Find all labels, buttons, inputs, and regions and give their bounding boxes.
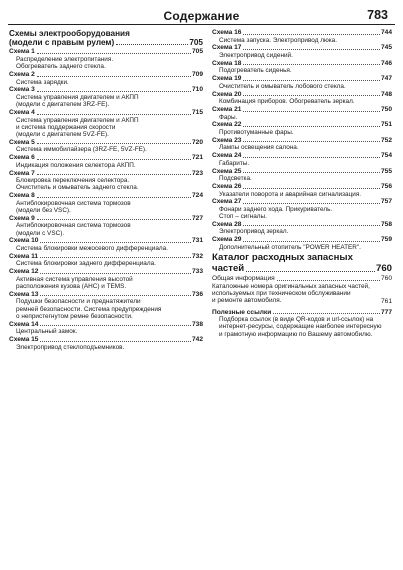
catalog-page: 760	[375, 262, 392, 274]
entry-desc: Система блокировки межосевого дифференциала.	[16, 244, 168, 252]
entry-label: Схема 19	[212, 75, 242, 83]
toc-entry[interactable]	[9, 321, 203, 336]
entry-page: 746	[380, 59, 392, 67]
page-number: 783	[367, 8, 388, 22]
toc-entry[interactable]	[212, 168, 392, 183]
entry-desc: Габариты.	[219, 159, 250, 167]
toc-entry[interactable]	[9, 215, 203, 237]
entry-page: 752	[380, 136, 392, 144]
entry-desc: Подогреватель сиденья.	[219, 67, 292, 75]
toc-entry-links[interactable]	[212, 309, 392, 338]
entry-desc: Распределение электропитания. Обогреватель заднего стекла.	[16, 56, 114, 71]
entry-desc: Система запуска. Электропривод люка.	[219, 36, 337, 44]
toc-entry[interactable]	[9, 237, 203, 252]
toc-entry[interactable]	[9, 86, 203, 108]
entry-label: Схема 6	[9, 154, 35, 162]
entry-page: 758	[380, 220, 392, 228]
entry-label: Схема 24	[212, 152, 242, 160]
toc-entry[interactable]	[212, 75, 392, 90]
entry-label: Схема 27	[212, 198, 242, 206]
entry-page: 757	[380, 198, 392, 206]
toc-entry[interactable]	[9, 71, 203, 86]
entry-label: Схема 17	[212, 44, 242, 52]
toc-entry[interactable]	[212, 29, 392, 44]
toc-entry[interactable]	[9, 268, 203, 290]
entry-page: 756	[380, 182, 392, 190]
header-divider	[8, 24, 395, 25]
entry-desc: Электропривод сидений.	[219, 51, 293, 59]
toc-left-column	[9, 29, 203, 351]
entry-desc: Подушки безопасности и преднатяжители ремней безопасности. Система предупреждения о непристегнутом ремне безопасности.	[16, 298, 162, 320]
toc-entry[interactable]	[9, 291, 203, 320]
toc-entry[interactable]	[9, 48, 203, 70]
entry-desc: Индикация положения селектора АКПП.	[16, 161, 136, 169]
section-title-text: (модели с правым рулем)	[9, 38, 115, 48]
entry-label: Схема 15	[9, 335, 39, 343]
entry-page: 731	[191, 237, 203, 245]
entry-desc: Система управления двигателем и АКПП и система поддержания скорости (модели с двигателем 5VZ-FE).	[16, 116, 139, 138]
toc-entry[interactable]	[9, 192, 203, 214]
entry-page: 755	[380, 167, 392, 175]
entry-label: Схема 11	[9, 252, 39, 260]
entry-page: 705	[191, 48, 203, 56]
entry-label: Общая информация	[212, 275, 275, 283]
section-title-catalog	[212, 253, 392, 274]
entry-label: Схема 18	[212, 59, 242, 67]
entry-page: 709	[191, 71, 203, 78]
entry-page: 759	[380, 236, 392, 244]
entry-desc: Очиститель и омыватель лобового стекла.	[219, 82, 346, 90]
entry-page: 727	[191, 214, 203, 222]
entry-label: Схема 10	[9, 237, 39, 245]
entry-page: 733	[191, 268, 203, 276]
entry-label: Схема 1	[9, 48, 35, 56]
entry-desc: Указатели поворота и аварийная сигнализация.	[219, 190, 362, 198]
toc-entry[interactable]	[212, 183, 392, 198]
toc-entry[interactable]	[212, 198, 392, 220]
entry-page: 777	[380, 308, 392, 316]
page-title: Содержание	[163, 9, 240, 23]
entry-page: 744	[380, 29, 392, 36]
toc-entry[interactable]	[212, 106, 392, 121]
entry-desc: Противотуманные фары.	[219, 128, 294, 136]
entry-desc: Комбинация приборов. Обогреватель зеркал.	[219, 98, 355, 106]
entry-desc: Центральный замок.	[16, 328, 78, 336]
toc-entry[interactable]	[212, 121, 392, 136]
entry-page: 760	[380, 275, 392, 283]
toc-entry[interactable]	[212, 137, 392, 152]
entry-label: Схема 22	[212, 121, 242, 129]
entry-label: Схема 28	[212, 220, 242, 228]
entry-page: 736	[191, 290, 203, 298]
entry-desc: Система иммобилайзера (3RZ-FE, 5VZ-FE).	[16, 146, 147, 154]
toc-entry[interactable]	[212, 221, 392, 236]
entry-label: Схема 9	[9, 214, 35, 222]
toc-entry[interactable]	[212, 44, 392, 59]
entry-desc: Система управления двигателем и АКПП (модели с двигателем 3RZ-FE).	[16, 93, 139, 109]
toc-entry[interactable]	[9, 170, 203, 192]
entry-desc: Электропривод стеклоподъемников.	[16, 343, 125, 351]
entry-desc: Электропривод зеркал.	[219, 228, 289, 236]
toc-entry[interactable]	[9, 154, 203, 169]
entry-desc: Подборка ссылок (в виде QR-кодов и url-ссылок) на интернет-ресурсы, содержащие наиболее интересную и грамотную информацию по Вашему автомобилю.	[219, 316, 382, 338]
catalog-title-line1: Каталог расходных запасных	[212, 252, 353, 264]
entry-label: Схема 5	[9, 138, 35, 146]
entry-page: 724	[191, 192, 203, 200]
entry-label: Схема 29	[212, 236, 242, 244]
catalog-title-line2: частей	[212, 262, 245, 274]
entry-page: 742	[191, 335, 203, 343]
entry-page: 721	[191, 154, 203, 162]
toc-entry[interactable]	[9, 336, 203, 351]
entry-page: 723	[191, 169, 203, 177]
entry-label: Схема 20	[212, 90, 242, 98]
entry-label: Схема 3	[9, 86, 35, 94]
page-header	[0, 0, 403, 30]
entry-desc: Система блокировки заднего дифференциала.	[16, 260, 156, 268]
entry-page: 747	[380, 75, 392, 83]
toc-entry[interactable]	[212, 91, 392, 106]
entry-page: 720	[191, 138, 203, 146]
toc-entry[interactable]	[9, 253, 203, 268]
entry-label: Схема 8	[9, 192, 35, 200]
entry-page: 715	[191, 108, 203, 116]
entry-desc: Фары.	[219, 113, 238, 121]
toc-entry[interactable]	[212, 236, 392, 251]
entry-label: Схема 12	[9, 268, 39, 276]
toc-entry[interactable]	[9, 139, 203, 154]
entry-desc: Антиблокировочная система тормозов (модели с VSC).	[16, 222, 131, 237]
entry-page: 761	[380, 298, 392, 306]
entry-desc: Каталожные номера оригинальных запасных частей, используемых при техническом обслуживании и ремонте автомобиля.	[212, 282, 370, 305]
entry-label: Схема 14	[9, 320, 39, 328]
entry-desc: Система зарядки.	[16, 78, 69, 86]
toc-right-column	[212, 29, 392, 338]
toc-entry[interactable]	[212, 152, 392, 167]
entry-label: Схема 26	[212, 182, 242, 190]
entry-label: Схема 7	[9, 169, 35, 177]
entry-page: 748	[380, 90, 392, 98]
toc-entry[interactable]	[212, 60, 392, 75]
entry-label: Схема 2	[9, 71, 35, 78]
entry-desc: Подсветка.	[219, 175, 252, 183]
entry-desc: Блокировка переключения селектора. Очиститель и омыватель заднего стекла.	[16, 177, 139, 192]
entry-page: 738	[191, 320, 203, 328]
entry-page: 751	[380, 121, 392, 129]
entry-label: Схема 23	[212, 136, 242, 144]
entry-label: Схема 16	[212, 29, 242, 36]
entry-label: Схема 4	[9, 108, 35, 116]
entry-desc: Антиблокировочная система тормозов (модели без VSC).	[16, 199, 131, 214]
entry-page: 732	[191, 252, 203, 260]
entry-desc: Активная система управления высотой расположения кузова (AHC) и TEMS.	[16, 275, 133, 290]
entry-page: 754	[380, 152, 392, 160]
entry-label: Полезные ссылки	[212, 308, 272, 316]
section-title-wiring: Схемы электрооборудования (модели с правым рулем) 705	[9, 29, 203, 48]
toc-entry[interactable]	[9, 109, 203, 138]
entry-desc: Дополнительный отопитель "POWER HEATER".	[219, 243, 361, 251]
entry-label: Схема 13	[9, 290, 39, 298]
entry-label: Схема 21	[212, 105, 242, 113]
entry-page: 710	[191, 86, 203, 94]
entry-desc: Лампы освещения салона.	[219, 144, 299, 152]
entry-desc: Фонари заднего хода. Прикуриватель. Стоп – сигналы.	[219, 205, 333, 221]
section-page: 705	[189, 38, 203, 48]
entry-page: 750	[380, 105, 392, 113]
entry-page: 745	[380, 44, 392, 52]
entry-label: Схема 25	[212, 167, 242, 175]
